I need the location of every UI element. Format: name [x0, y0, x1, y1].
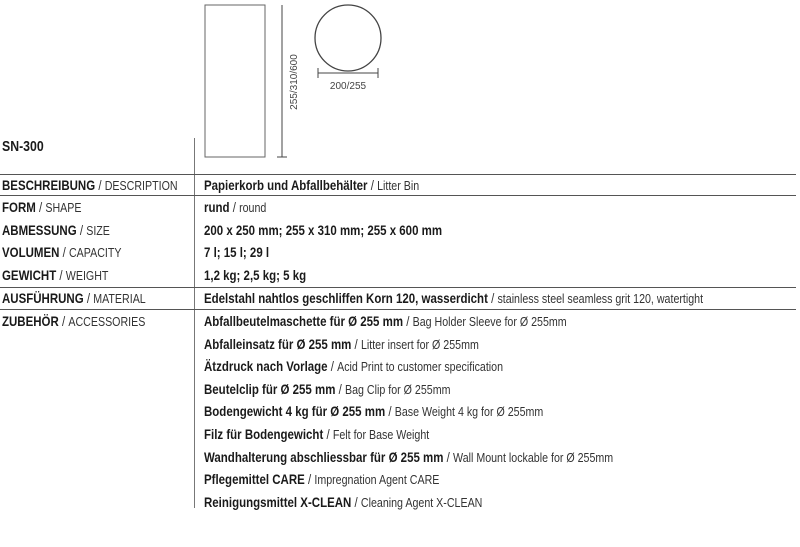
value-de: Filz für Bodengewicht: [204, 426, 324, 442]
value-de: Abfallbeutelmaschette für Ø 255 mm: [204, 313, 404, 329]
spec-value: [204, 425, 429, 444]
spec-label: [2, 289, 146, 308]
label-en: WEIGHT: [65, 268, 109, 283]
value-de: Beutelclip für Ø 255 mm: [204, 380, 336, 397]
label-en: MATERIAL: [93, 291, 146, 306]
value-separator: /: [304, 471, 315, 488]
spec-value: [204, 266, 306, 284]
label-separator: /: [56, 267, 66, 283]
label-de: ZUBEHÖR: [2, 313, 59, 329]
spec-label: [2, 198, 82, 217]
spec-value: [204, 312, 567, 331]
value-en: Base Weight 4 kg for Ø 255mm: [394, 404, 544, 420]
label-separator: /: [35, 199, 46, 215]
label-en: SIZE: [86, 223, 110, 238]
value-separator: /: [229, 199, 240, 215]
label-en: CAPACITY: [68, 245, 122, 260]
spec-value: [204, 198, 266, 217]
value-separator: /: [385, 403, 395, 420]
label-en: DESCRIPTION: [104, 178, 178, 193]
value-separator: /: [323, 426, 333, 442]
value-en: Bag Clip for Ø 255mm: [345, 381, 451, 397]
label-de: VOLUMEN: [2, 244, 60, 260]
label-separator: /: [83, 290, 94, 306]
value-de: Reinigungsmittel X-CLEAN: [204, 493, 352, 510]
spec-value: [204, 176, 419, 195]
value-en: Litter insert for Ø 255mm: [360, 336, 479, 352]
label-de: BESCHREIBUNG: [2, 177, 96, 193]
value-en: Cleaning Agent X-CLEAN: [360, 494, 483, 510]
value-de: Edelstahl nahtlos geschliffen Korn 120, wasserdicht: [204, 290, 488, 306]
value-separator: /: [351, 335, 361, 352]
product-code: SN-300: [2, 138, 44, 155]
label-separator: /: [95, 177, 105, 193]
value-en: Litter Bin: [377, 178, 420, 193]
value-separator: /: [403, 313, 413, 329]
value-de: Ätzdruck nach Vorlage: [204, 358, 328, 375]
spec-value: [204, 289, 703, 308]
value-en: Felt for Base Weight: [332, 427, 430, 442]
label-de: AUSFÜHRUNG: [2, 290, 84, 306]
value-de: Bodengewicht 4 kg für Ø 255 mm: [204, 403, 386, 420]
spec-value: [204, 380, 450, 399]
value-de: Papierkorb und Abfallbehälter: [204, 177, 368, 193]
value-separator: /: [487, 290, 498, 306]
value-en: Impregnation Agent CARE: [314, 472, 440, 488]
label-separator: /: [76, 222, 87, 238]
value-separator: /: [351, 493, 361, 510]
spec-value: [204, 221, 442, 239]
value-de: 1,2 kg; 2,5 kg; 5 kg: [204, 267, 307, 283]
value-en: Wall Mount lockable for Ø 255mm: [453, 449, 614, 465]
value-separator: /: [335, 380, 346, 397]
height-dimension-label: 255/310/600: [289, 54, 300, 110]
label-de: FORM: [2, 199, 36, 215]
label-de: ABMESSUNG: [2, 222, 77, 238]
value-de: Wandhalterung abschliessbar für Ø 255 mm: [204, 448, 444, 465]
spec-value: [204, 402, 543, 421]
spec-value: [204, 470, 439, 489]
spec-label: [2, 312, 145, 331]
label-en: SHAPE: [45, 200, 82, 215]
spec-value: [204, 243, 269, 261]
value-separator: /: [367, 177, 378, 193]
value-en: Bag Holder Sleeve for Ø 255mm: [412, 314, 567, 329]
spec-value: [204, 493, 482, 512]
spec-label: [2, 176, 178, 195]
value-en: round: [239, 200, 267, 215]
value-en: stainless steel seamless grit 120, watertight: [497, 291, 704, 306]
value-de: rund: [204, 199, 230, 215]
value-en: Acid Print to customer specification: [337, 359, 504, 375]
spec-value: [204, 357, 503, 376]
label-de: GEWICHT: [2, 267, 57, 283]
value-de: Abfalleinsatz für Ø 255 mm: [204, 335, 352, 352]
spec-label: [2, 221, 110, 240]
value-separator: /: [443, 448, 454, 465]
label-en: ACCESSORIES: [68, 314, 146, 329]
value-de: 7 l; 15 l; 29 l: [204, 244, 270, 260]
value-de: 200 x 250 mm; 255 x 310 mm; 255 x 600 mm: [204, 222, 443, 238]
spec-value: [204, 448, 613, 467]
label-separator: /: [58, 313, 69, 329]
label-separator: /: [59, 244, 69, 260]
spec-label: [2, 243, 122, 262]
spec-label: [2, 266, 108, 285]
spec-value: [204, 335, 479, 354]
value-de: Pflegemittel CARE: [204, 471, 305, 488]
diameter-dimension-label: 200/255: [329, 81, 367, 92]
value-separator: /: [327, 358, 338, 375]
